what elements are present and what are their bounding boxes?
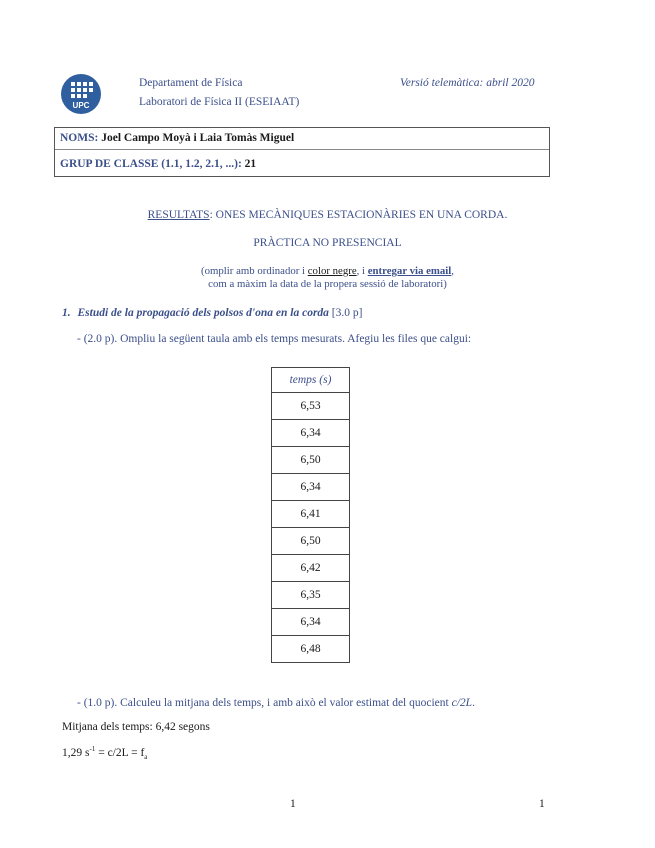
table-cell: 6,41 [272, 501, 350, 528]
upc-logo [61, 74, 101, 114]
department-name: Departament de Física [139, 77, 243, 89]
table-cell: 6,42 [272, 555, 350, 582]
names-box [54, 127, 550, 177]
group-label: GRUP DE CLASSE (1.1, 1.2, 2.1, ...): [60, 158, 242, 170]
section-number: 1. [62, 307, 71, 319]
question-2 [77, 697, 475, 709]
instr-line2: com a màxim la data de la propera sessió de laboratori) [208, 278, 447, 290]
table-cell: 6,34 [272, 420, 350, 447]
section-points: [3.0 p] [331, 307, 363, 319]
table-cell: 6,34 [272, 609, 350, 636]
page-number-center: 1 [290, 798, 296, 810]
instr-text-a: (omplir amb ordinador i [201, 265, 308, 277]
instr-email: entregar via email [367, 265, 452, 277]
instr-black-color: color negre [307, 265, 357, 277]
version-label: Versió telemàtica: abril 2020 [400, 77, 535, 89]
results-label: RESULTATS [147, 209, 210, 221]
instr-text-e: , [451, 265, 454, 277]
names-divider [55, 149, 549, 150]
table-cell: 6,48 [272, 636, 350, 663]
names-value: Joel Campo Moyà i Laia Tomàs Miguel [101, 132, 295, 144]
results-title [0, 209, 655, 221]
formula-value: 1,29 s [62, 746, 90, 759]
formula-subscript: a [144, 753, 148, 762]
logo-text: UPC [72, 101, 90, 110]
instructions [0, 265, 655, 291]
formula-exponent: -1 [89, 745, 96, 753]
question-2-text: - (1.0 p). Calculeu la mitjana dels temps, i amb això el valor estimat del quocient [77, 697, 452, 709]
table-cell: 6,35 [272, 582, 350, 609]
section-1-heading [62, 307, 362, 319]
instr-text-c: , i [356, 265, 368, 277]
formula-rest: = c/2L = f [95, 746, 145, 759]
subtitle: PRÀCTICA NO PRESENCIAL [253, 237, 402, 249]
question-2-quotient: c/2L [451, 697, 473, 709]
mean-answer: Mitjana dels temps: 6,42 segons [62, 721, 210, 733]
times-table [271, 367, 350, 663]
section-title: Estudi de la propagació dels polsos d'ona en la corda [77, 307, 329, 319]
table-cell: 6,34 [272, 474, 350, 501]
group-row [60, 158, 256, 170]
names-row [60, 132, 294, 144]
names-label: NOMS: [60, 132, 99, 144]
group-value: 21 [244, 158, 257, 170]
table-cell: 6,50 [272, 447, 350, 474]
table-cell: 6,53 [272, 393, 350, 420]
table-cell: 6,50 [272, 528, 350, 555]
question-2-end: . [472, 697, 475, 709]
formula-answer [62, 745, 147, 761]
table-header: temps (s) [272, 368, 350, 393]
laboratory-name: Laboratori de Física II (ESEIAAT) [139, 96, 300, 108]
question-1: - (2.0 p). Ompliu la següent taula amb els temps mesurats. Afegiu les files que calgui: [77, 333, 472, 345]
page-number-right: 1 [539, 798, 545, 810]
results-rest: : ONES MECÀNIQUES ESTACIONÀRIES EN UNA CORDA. [209, 209, 508, 221]
